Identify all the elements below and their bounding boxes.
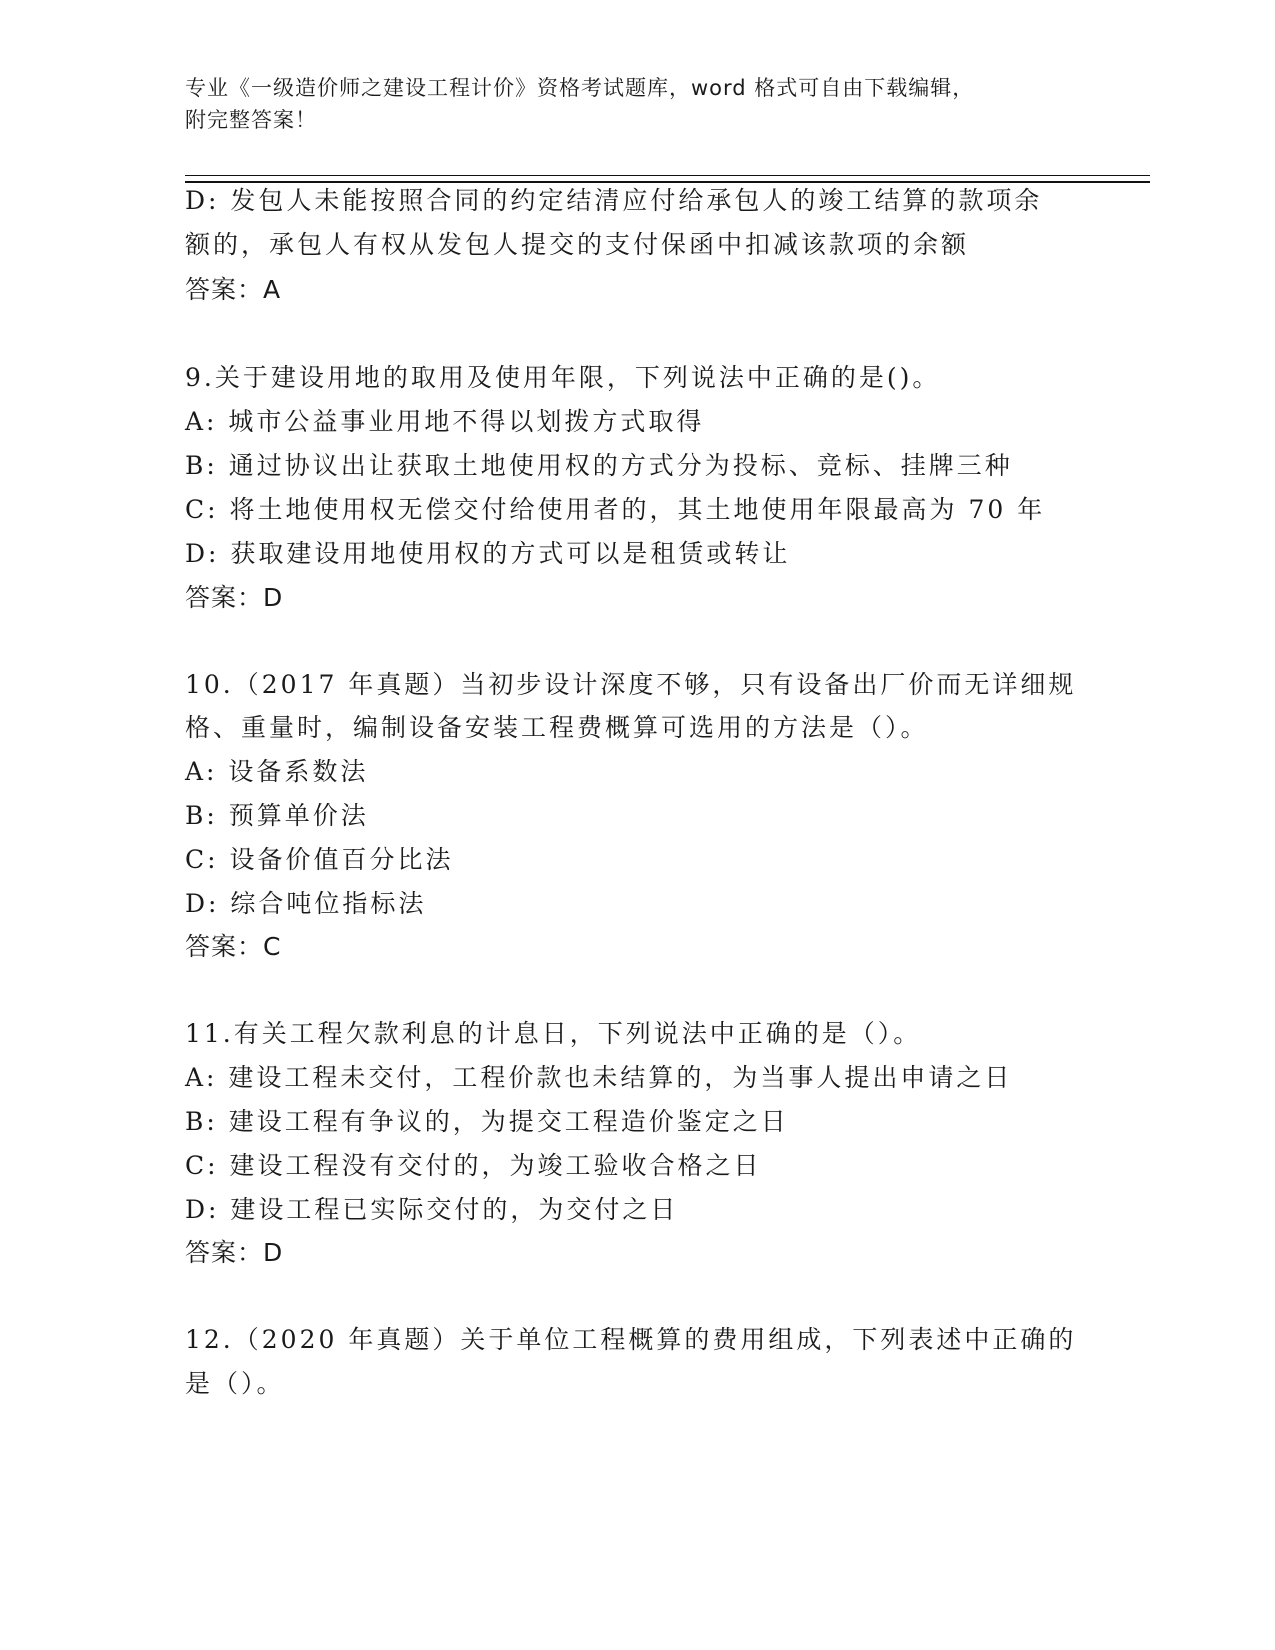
q10-stem-line-1: 10.（2017 年真题）当初步设计深度不够，只有设备出厂价而无详细规 (185, 670, 1077, 699)
q10-stem-line-2: 格、重量时，编制设备安装工程费概算可选用的方法是（）。 (185, 713, 929, 742)
header-divider-thin (185, 175, 1150, 176)
q9-option-a: A: 城市公益事业用地不得以划拨方式取得 (185, 407, 705, 436)
q9-stem: 9.关于建设用地的取用及使用年限，下列说法中正确的是()。 (185, 363, 941, 392)
header-line-2: 附完整答案！ (185, 108, 317, 132)
header-divider-thick (185, 181, 1150, 183)
q11-option-b: B: 建设工程有争议的，为提交工程造价鉴定之日 (185, 1107, 789, 1136)
q11-option-a: A: 建设工程未交付，工程价款也未结算的，为当事人提出申请之日 (185, 1063, 1013, 1092)
q12-stem-line-2: 是（）。 (185, 1369, 285, 1398)
q9-option-c: C: 将土地使用权无偿交付给使用者的，其土地使用年限最高为 70 年 (185, 495, 1046, 524)
q10-option-c: C: 设备价值百分比法 (185, 845, 454, 874)
q9-option-d: D: 获取建设用地使用权的方式可以是租赁或转让 (185, 539, 791, 568)
q11-answer: 答案：D (185, 1238, 284, 1267)
q10-option-a: A: 设备系数法 (185, 757, 369, 786)
header-line-1: 专业《一级造价师之建设工程计价》资格考试题库，word 格式可自由下载编辑， (185, 76, 975, 100)
q11-option-d: D: 建设工程已实际交付的，为交付之日 (185, 1195, 679, 1224)
q12-stem-line-1: 12.（2020 年真题）关于单位工程概算的费用组成，下列表述中正确的 (185, 1325, 1077, 1354)
q11-stem: 11.有关工程欠款利息的计息日，下列说法中正确的是（）。 (185, 1019, 922, 1048)
q10-option-b: B: 预算单价法 (185, 801, 369, 830)
document-header (185, 72, 1065, 136)
q8-option-d-line-2: 额的，承包人有权从发包人提交的支付保函中扣减该款项的余额 (185, 230, 970, 259)
q10-option-d: D: 综合吨位指标法 (185, 889, 427, 918)
q9-option-b: B: 通过协议出让获取土地使用权的方式分为投标、竞标、挂牌三种 (185, 451, 1013, 480)
q9-answer: 答案：D (185, 583, 284, 612)
q11-option-c: C: 建设工程没有交付的，为竣工验收合格之日 (185, 1151, 762, 1180)
q8-option-d-line-1: D: 发包人未能按照合同的约定结清应付给承包人的竣工结算的款项余 (185, 186, 1043, 215)
q8-answer: 答案：A (185, 275, 282, 304)
q10-answer: 答案：C (185, 932, 282, 961)
